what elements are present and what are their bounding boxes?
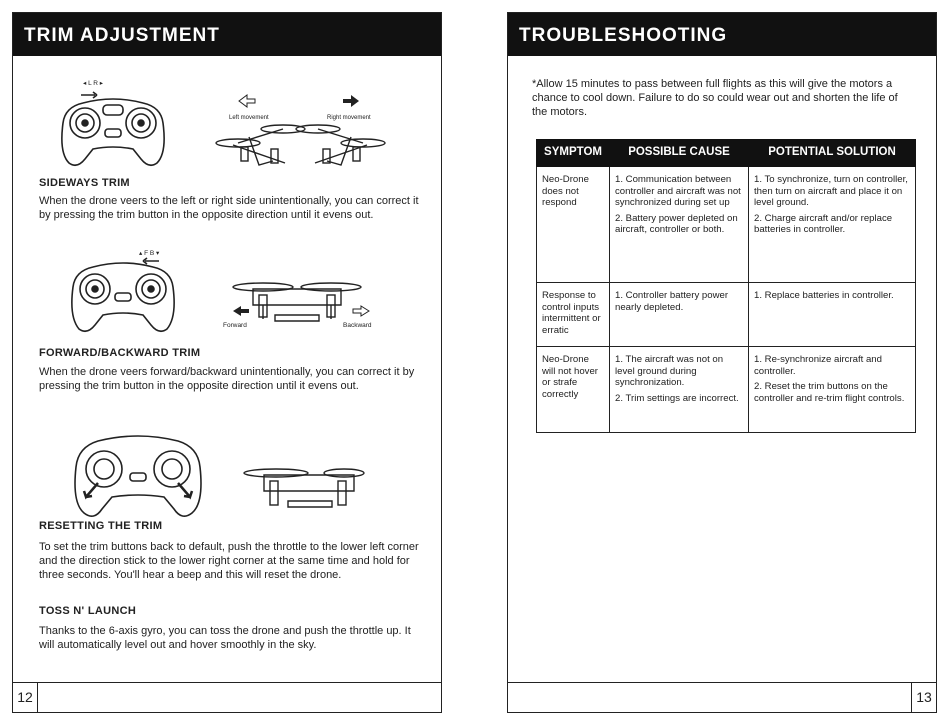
reset-trim-figure <box>68 425 368 525</box>
right-page <box>507 12 937 713</box>
cause-item: 2. Battery power depleted on aircraft, controller or both. <box>615 212 738 235</box>
resetting-trim-title: RESETTING THE TRIM <box>39 520 163 532</box>
symptom-cell: Neo-Drone will not hover or strafe correctly <box>537 347 610 433</box>
table-row <box>537 283 916 347</box>
cause-cell <box>610 283 749 347</box>
controller-illustration <box>72 258 174 331</box>
right-movement-label: Right movement <box>327 115 371 121</box>
page-footer <box>13 682 441 712</box>
left-movement-label: Left movement <box>229 115 269 121</box>
down-right-arrow-icon <box>178 483 192 497</box>
controller-illustration <box>62 92 164 165</box>
drone-side-illustration <box>233 283 361 321</box>
page-number: 12 <box>13 683 38 712</box>
solution-cell <box>749 347 916 433</box>
controller-illustration <box>75 436 201 516</box>
backward-label: Backward <box>343 322 372 329</box>
sideways-trim-figure <box>53 73 393 183</box>
page-footer <box>508 682 936 712</box>
forward-trim-body: When the drone veers forward/backward unintentionally, you can correct it by pressing the trim button in the opposite direction until it evens out. <box>39 366 415 392</box>
cause-item: 1. The aircraft was not on level ground during synchronization. <box>615 354 724 388</box>
left-arrow-icon <box>239 95 255 107</box>
table-row <box>537 347 916 433</box>
page-header: TRIM ADJUSTMENT <box>13 13 441 56</box>
table-row <box>537 167 916 283</box>
symptom-cell: Response to control inputs intermittent or erratic <box>537 283 610 347</box>
sideways-trim-title: SIDEWAYS TRIM <box>39 177 130 189</box>
forward-trim-figure <box>63 245 393 345</box>
solution-item: 2. Charge aircraft and/or replace batteries in controller. <box>754 212 893 235</box>
resetting-trim-body: To set the trim buttons back to default, push the throttle to the lower left corner and the direction stick to the lower right corner at the same time and hold for three seconds. You'll hear a beep and this will reset the drone. <box>39 541 419 581</box>
drone-right-illustration <box>296 125 385 165</box>
solution-item: 1. Re-synchronize aircraft and controller. <box>754 354 882 377</box>
solution-item: 2. Reset the trim buttons on the controller and re-trim flight controls. <box>754 381 905 404</box>
lr-label: ◂ L R ▸ <box>83 80 104 87</box>
solution-item: 1. To synchronize, turn on controller, then turn on aircraft and place it on level ground. <box>754 174 908 208</box>
solution-cell <box>749 283 916 347</box>
forward-arrow-icon <box>233 306 249 316</box>
cause-item: 1. Controller battery power nearly depleted. <box>615 290 729 313</box>
solution-item: 1. Replace batteries in controller. <box>754 290 894 301</box>
column-header: POTENTIAL SOLUTION <box>749 140 916 167</box>
cause-cell <box>610 167 749 283</box>
cooldown-note: *Allow 15 minutes to pass between full flights as this will give the motors a chance to cool down. Failure to do so could wear out and shorten the life of the motors. <box>532 78 898 118</box>
page-number: 13 <box>911 683 936 712</box>
down-left-arrow-icon <box>84 483 98 497</box>
backward-arrow-icon <box>353 306 369 316</box>
solution-cell <box>749 167 916 283</box>
cause-item: 1. Communication between controller and aircraft was not synchronized during set up <box>615 174 741 208</box>
troubleshooting-table <box>536 139 916 433</box>
fb-label: ▴ F B ▾ <box>139 250 160 257</box>
right-arrow-icon <box>343 95 359 107</box>
toss-launch-body: Thanks to the 6-axis gyro, you can toss the drone and push the throttle up. It will automatically level out and hover smoothly in the sky. <box>39 625 411 651</box>
drone-left-illustration <box>216 125 305 165</box>
toss-launch-title: TOSS N' LAUNCH <box>39 605 137 617</box>
forward-label: Forward <box>223 322 247 329</box>
column-header: SYMPTOM <box>537 140 610 167</box>
page-header: TROUBLESHOOTING <box>508 13 936 56</box>
column-header: POSSIBLE CAUSE <box>610 140 749 167</box>
cause-cell <box>610 347 749 433</box>
sideways-trim-body: When the drone veers to the left or right side unintentionally, you can correct it by pressing the trim button in the opposite direction until it evens out. <box>39 195 419 221</box>
left-page <box>12 12 442 713</box>
drone-side-illustration <box>244 469 364 507</box>
symptom-cell: Neo-Drone does not respond <box>537 167 610 283</box>
table-header-row <box>537 140 916 167</box>
cause-item: 2. Trim settings are incorrect. <box>615 392 739 404</box>
forward-trim-title: FORWARD/BACKWARD TRIM <box>39 347 201 359</box>
